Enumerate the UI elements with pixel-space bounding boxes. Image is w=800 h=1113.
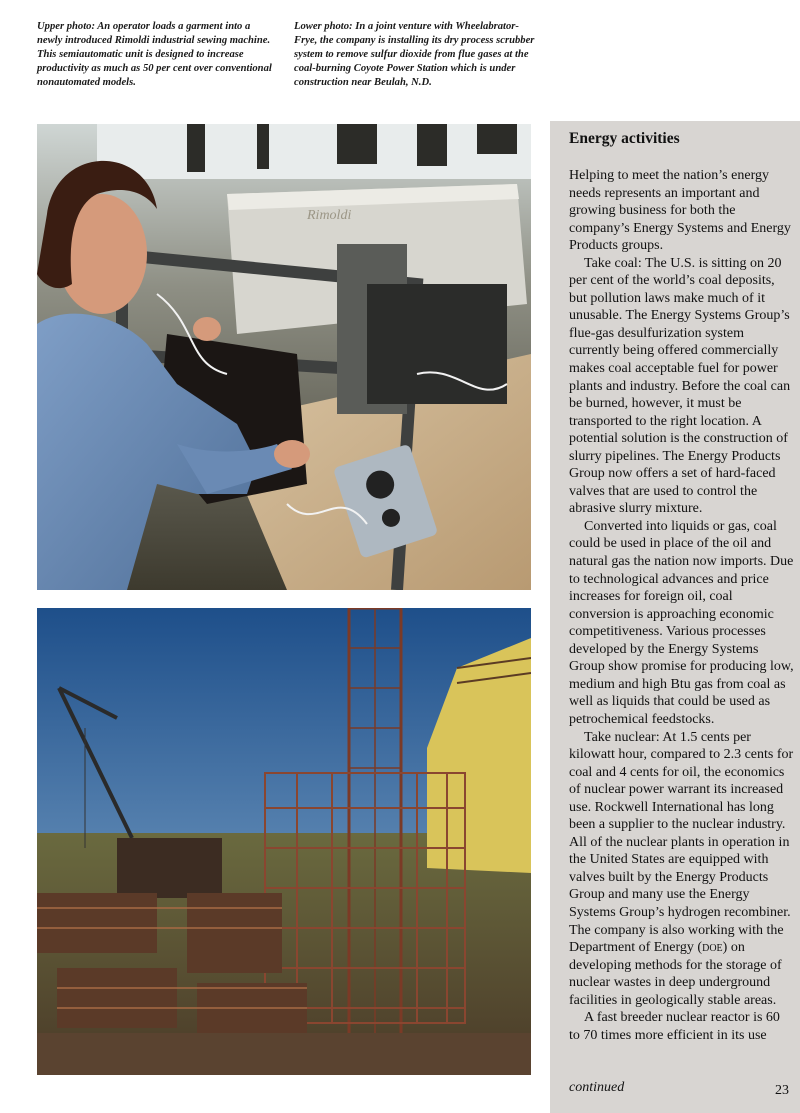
paragraph-nuclear-part-a: Take nuclear: At 1.5 cents per kilowatt hour, compared to 2.3 cents for coal and 4 cents for oil, the economics of nuclear power warrant its increased use. Rockwell International has long been a supplier to the nuclear industry. All of the nuclear plants in operation in the United States are equipped with valves built by the Energy Products Group and many use the Energy Systems Group’s hydrogen recombiner. The company is also working with the Department of Energy ( <box>569 729 794 956</box>
paragraph-intro: Helping to meet the nation’s energy needs represents an important and growing business for both the company’s Energy Systems and Energy Products groups. <box>569 168 791 254</box>
upper-photo-caption: Upper photo: An operator loads a garment into a newly introduced Rimoldi industrial sewing machine. This semiautomatic unit is designed to increase productivity as much as 50 per cent over conventional nonautomated models. <box>37 21 272 88</box>
machine-brand-label: Rimoldi <box>307 208 352 223</box>
paragraph-coal: Take coal: The U.S. is sitting on 20 per cent of the world’s coal deposits, but pollution laws make much of it unusable. The Energy Systems Group’s flue-gas desulfurization system currently being offered commercially makes coal acceptable fuel for power plants and industry. Before the coal can be burned, however, it must be transported to the right location. A potential solution is the construction of slurry pipelines. The Energy Products Group now offers a set of hard-faced valves that are used to control the abrasive slurry mixture. <box>569 255 791 517</box>
doe-abbreviation: doe <box>702 940 723 956</box>
lower-photo-caption: Lower photo: In a joint venture with Wheelabrator-Frye, the company is installing its dry process scrubber system to remove sulfur dioxide from flue gases at the coal-burning Coyote Power Station which is under construction near Beulah, N.D. <box>294 21 535 88</box>
energy-activities-sidebar <box>550 121 800 1113</box>
paragraph-nuclear-part-b: ) on developing methods for the storage of nuclear wastes in deep underground facilities in geologically stable areas. <box>569 940 782 1008</box>
continued-label: continued <box>569 1080 625 1095</box>
paragraph-breeder: A fast breeder nuclear reactor is 60 to 70 times more efficient in its use <box>569 1010 780 1043</box>
page-number: 23 <box>775 1083 789 1098</box>
article-body <box>569 167 794 1044</box>
paragraph-coal-conversion: Converted into liquids or gas, coal could be used in place of the oil and natural gas the nation now imports. Due to technological advances and price increases for foreign oil, coal conversion is approaching economic competitiveness. Various processes developed by the Energy Systems Group show promise for producing low, medium and high Btu gas from coal as well as liquids that could be used as petrochemical feedstocks. <box>569 518 794 727</box>
power-station-illustration <box>37 608 531 1075</box>
sewing-machine-illustration <box>37 124 531 590</box>
sewing-machine-photo <box>37 124 531 590</box>
power-station-photo <box>37 608 531 1075</box>
paragraph-nuclear <box>569 729 794 1010</box>
article-heading: Energy activities <box>569 130 680 147</box>
